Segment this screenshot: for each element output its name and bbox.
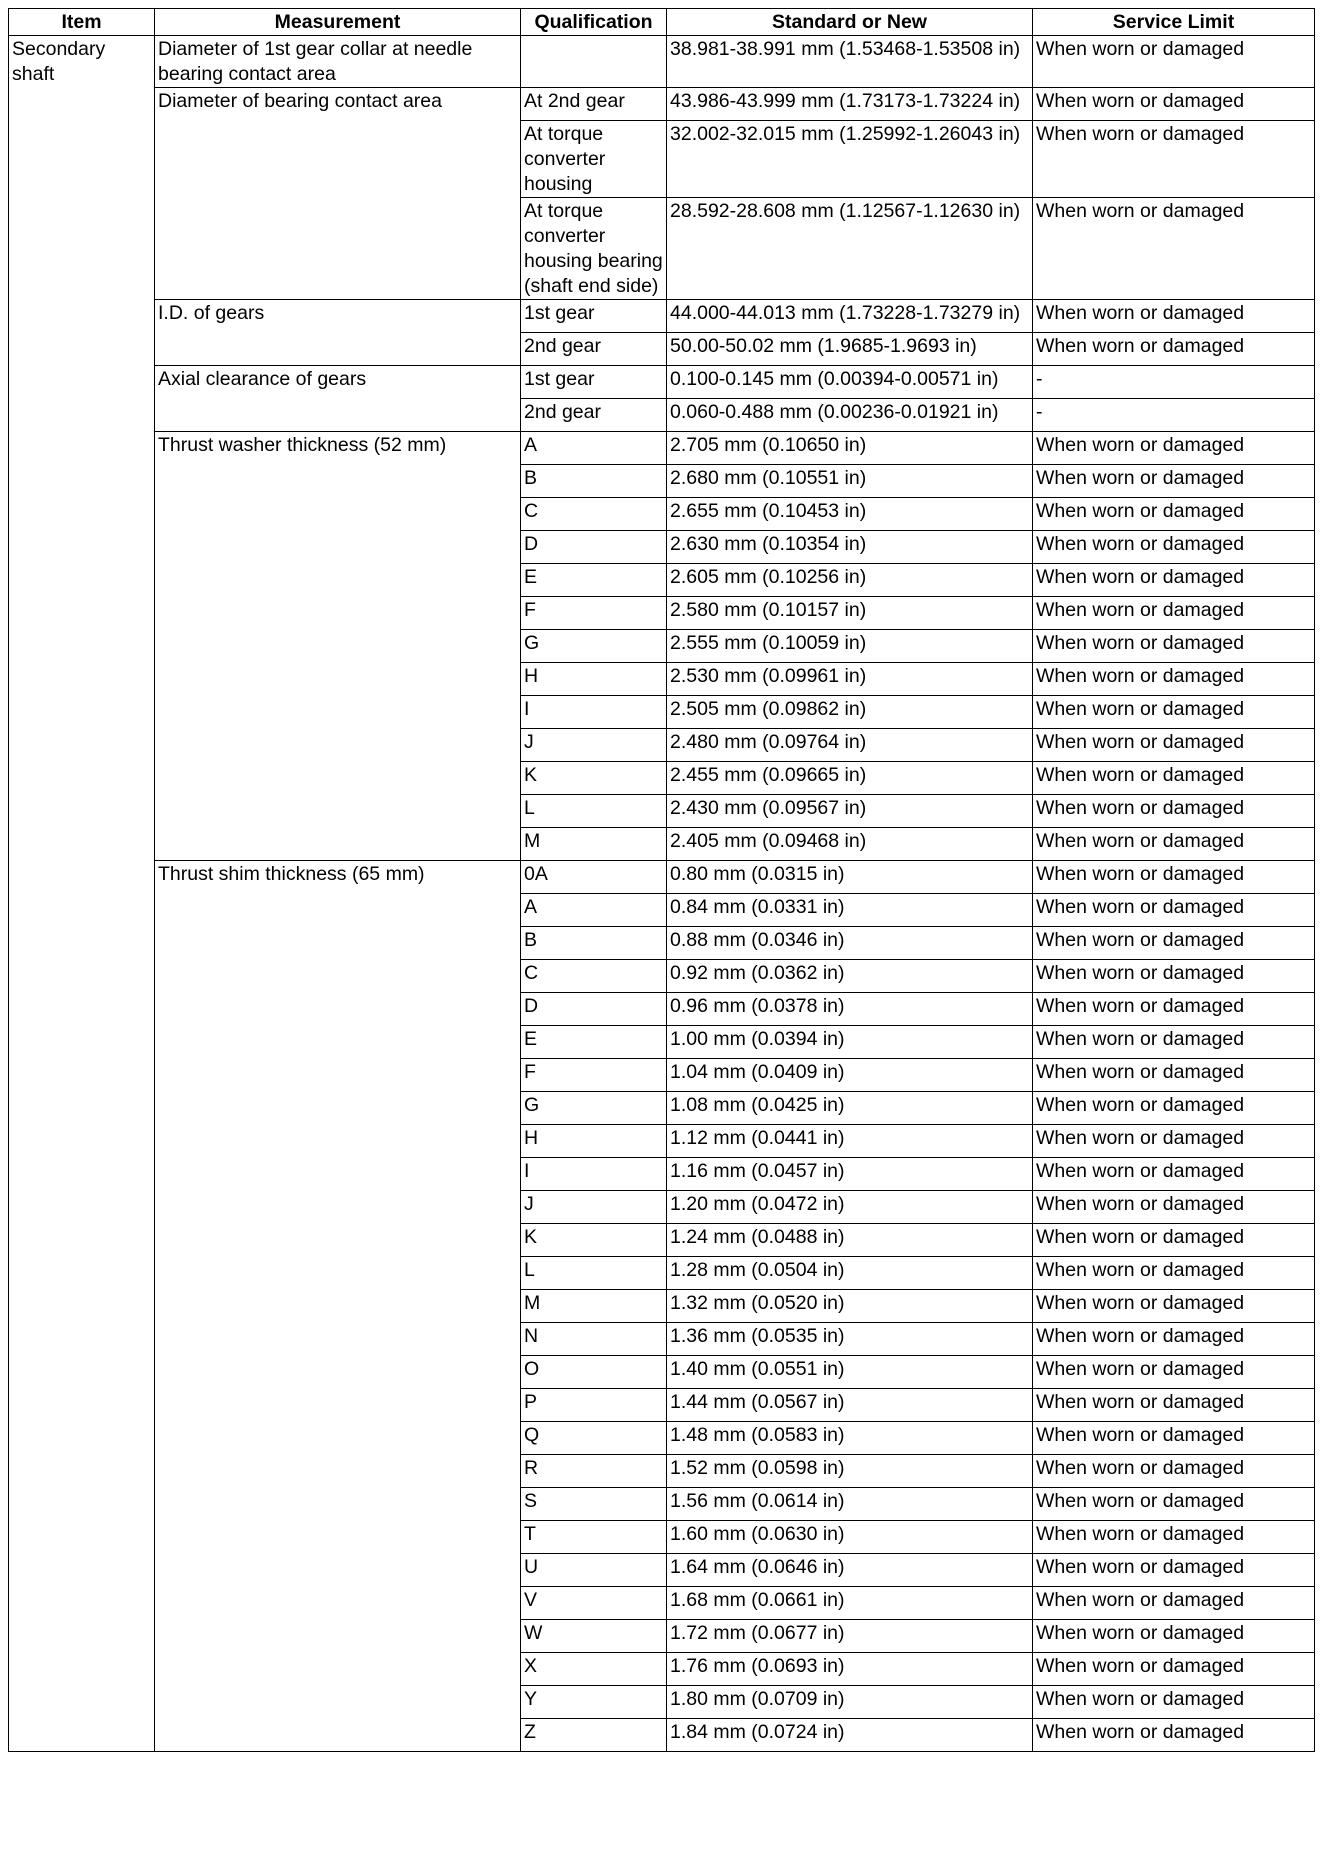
qualification-cell: Q (521, 1422, 667, 1455)
service-limit-cell: When worn or damaged (1033, 36, 1315, 88)
qualification-cell: D (521, 531, 667, 564)
qualification-cell: G (521, 1092, 667, 1125)
service-limit-cell: When worn or damaged (1033, 696, 1315, 729)
standard-cell: 0.84 mm (0.0331 in) (667, 894, 1033, 927)
standard-cell: 1.00 mm (0.0394 in) (667, 1026, 1033, 1059)
standard-cell: 50.00-50.02 mm (1.9685-1.9693 in) (667, 333, 1033, 366)
service-limit-cell: When worn or damaged (1033, 630, 1315, 663)
qualification-cell: T (521, 1521, 667, 1554)
qualification-cell: K (521, 762, 667, 795)
header-service-limit: Service Limit (1033, 9, 1315, 36)
standard-cell: 2.555 mm (0.10059 in) (667, 630, 1033, 663)
standard-cell: 2.455 mm (0.09665 in) (667, 762, 1033, 795)
standard-cell: 2.480 mm (0.09764 in) (667, 729, 1033, 762)
standard-cell: 2.705 mm (0.10650 in) (667, 432, 1033, 465)
qualification-cell: V (521, 1587, 667, 1620)
standard-cell: 32.002-32.015 mm (1.25992-1.26043 in) (667, 121, 1033, 198)
service-limit-cell: When worn or damaged (1033, 1620, 1315, 1653)
standard-cell: 1.12 mm (0.0441 in) (667, 1125, 1033, 1158)
qualification-cell: M (521, 1290, 667, 1323)
qualification-cell: F (521, 1059, 667, 1092)
qualification-cell: 2nd gear (521, 399, 667, 432)
qualification-cell: J (521, 1191, 667, 1224)
service-limit-cell: When worn or damaged (1033, 564, 1315, 597)
service-limit-cell: When worn or damaged (1033, 1158, 1315, 1191)
service-limit-cell: - (1033, 366, 1315, 399)
standard-cell: 1.36 mm (0.0535 in) (667, 1323, 1033, 1356)
standard-cell: 2.405 mm (0.09468 in) (667, 828, 1033, 861)
service-limit-cell: When worn or damaged (1033, 1521, 1315, 1554)
qualification-cell: E (521, 564, 667, 597)
qualification-cell: 1st gear (521, 366, 667, 399)
table-row (9, 36, 1315, 88)
qualification-cell (521, 36, 667, 88)
measurement-cell: I.D. of gears (155, 300, 521, 366)
table-row (9, 300, 1315, 333)
standard-cell: 38.981-38.991 mm (1.53468-1.53508 in) (667, 36, 1033, 88)
service-limit-cell: When worn or damaged (1033, 1488, 1315, 1521)
qualification-cell: S (521, 1488, 667, 1521)
service-limit-cell: When worn or damaged (1033, 1224, 1315, 1257)
service-limit-cell: When worn or damaged (1033, 1587, 1315, 1620)
standard-cell: 1.48 mm (0.0583 in) (667, 1422, 1033, 1455)
standard-cell: 1.84 mm (0.0724 in) (667, 1719, 1033, 1752)
qualification-cell: M (521, 828, 667, 861)
standard-cell: 1.64 mm (0.0646 in) (667, 1554, 1033, 1587)
qualification-cell: L (521, 795, 667, 828)
measurement-cell: Thrust washer thickness (52 mm) (155, 432, 521, 861)
standard-cell: 1.28 mm (0.0504 in) (667, 1257, 1033, 1290)
standard-cell: 2.655 mm (0.10453 in) (667, 498, 1033, 531)
standard-cell: 2.505 mm (0.09862 in) (667, 696, 1033, 729)
qualification-cell: L (521, 1257, 667, 1290)
standard-cell: 43.986-43.999 mm (1.73173-1.73224 in) (667, 88, 1033, 121)
standard-cell: 1.16 mm (0.0457 in) (667, 1158, 1033, 1191)
service-limit-cell: When worn or damaged (1033, 1125, 1315, 1158)
standard-cell: 1.72 mm (0.0677 in) (667, 1620, 1033, 1653)
qualification-cell: I (521, 1158, 667, 1191)
qualification-cell: P (521, 1389, 667, 1422)
service-limit-cell: When worn or damaged (1033, 1290, 1315, 1323)
service-limit-cell: When worn or damaged (1033, 894, 1315, 927)
item-cell: Secondary shaft (9, 36, 155, 1752)
qualification-cell: 2nd gear (521, 333, 667, 366)
standard-cell: 0.060-0.488 mm (0.00236-0.01921 in) (667, 399, 1033, 432)
standard-cell: 1.68 mm (0.0661 in) (667, 1587, 1033, 1620)
service-limit-cell: When worn or damaged (1033, 1356, 1315, 1389)
qualification-cell: J (521, 729, 667, 762)
service-limit-cell: When worn or damaged (1033, 1323, 1315, 1356)
header-standard: Standard or New (667, 9, 1033, 36)
qualification-cell: U (521, 1554, 667, 1587)
qualification-cell: R (521, 1455, 667, 1488)
standard-cell: 1.76 mm (0.0693 in) (667, 1653, 1033, 1686)
standard-cell: 2.430 mm (0.09567 in) (667, 795, 1033, 828)
standard-cell: 1.56 mm (0.0614 in) (667, 1488, 1033, 1521)
service-limit-cell: When worn or damaged (1033, 1026, 1315, 1059)
standard-cell: 0.100-0.145 mm (0.00394-0.00571 in) (667, 366, 1033, 399)
service-limit-cell: When worn or damaged (1033, 333, 1315, 366)
standard-cell: 1.60 mm (0.0630 in) (667, 1521, 1033, 1554)
service-limit-cell: When worn or damaged (1033, 1422, 1315, 1455)
qualification-cell: At torque converter housing bearing (shaft end side) (521, 198, 667, 300)
service-limit-cell: When worn or damaged (1033, 1653, 1315, 1686)
service-limit-cell: When worn or damaged (1033, 1455, 1315, 1488)
qualification-cell: H (521, 663, 667, 696)
qualification-cell: A (521, 894, 667, 927)
standard-cell: 2.530 mm (0.09961 in) (667, 663, 1033, 696)
standard-cell: 0.92 mm (0.0362 in) (667, 960, 1033, 993)
qualification-cell: 1st gear (521, 300, 667, 333)
service-limit-cell: When worn or damaged (1033, 663, 1315, 696)
service-limit-cell: When worn or damaged (1033, 1389, 1315, 1422)
service-limit-cell: When worn or damaged (1033, 1059, 1315, 1092)
standard-cell: 2.580 mm (0.10157 in) (667, 597, 1033, 630)
standard-cell: 28.592-28.608 mm (1.12567-1.12630 in) (667, 198, 1033, 300)
service-limit-cell: When worn or damaged (1033, 88, 1315, 121)
qualification-cell: Z (521, 1719, 667, 1752)
service-limit-cell: When worn or damaged (1033, 121, 1315, 198)
spec-table (8, 8, 1315, 1752)
service-limit-cell: When worn or damaged (1033, 729, 1315, 762)
qualification-cell: At torque converter housing (521, 121, 667, 198)
qualification-cell: A (521, 432, 667, 465)
standard-cell: 0.80 mm (0.0315 in) (667, 861, 1033, 894)
qualification-cell: E (521, 1026, 667, 1059)
table-row (9, 366, 1315, 399)
measurement-cell: Diameter of bearing contact area (155, 88, 521, 300)
standard-cell: 1.20 mm (0.0472 in) (667, 1191, 1033, 1224)
qualification-cell: D (521, 993, 667, 1026)
service-limit-cell: When worn or damaged (1033, 300, 1315, 333)
spec-table-container (8, 8, 1314, 1752)
qualification-cell: W (521, 1620, 667, 1653)
service-limit-cell: When worn or damaged (1033, 1191, 1315, 1224)
service-limit-cell: When worn or damaged (1033, 1686, 1315, 1719)
qualification-cell: I (521, 696, 667, 729)
service-limit-cell: When worn or damaged (1033, 993, 1315, 1026)
table-row (9, 88, 1315, 121)
qualification-cell: F (521, 597, 667, 630)
service-limit-cell: When worn or damaged (1033, 531, 1315, 564)
standard-cell: 2.630 mm (0.10354 in) (667, 531, 1033, 564)
standard-cell: 0.96 mm (0.0378 in) (667, 993, 1033, 1026)
standard-cell: 1.04 mm (0.0409 in) (667, 1059, 1033, 1092)
table-row (9, 861, 1315, 894)
standard-cell: 1.80 mm (0.0709 in) (667, 1686, 1033, 1719)
standard-cell: 0.88 mm (0.0346 in) (667, 927, 1033, 960)
header-qualification: Qualification (521, 9, 667, 36)
service-limit-cell: When worn or damaged (1033, 1554, 1315, 1587)
measurement-cell: Axial clearance of gears (155, 366, 521, 432)
header-measurement: Measurement (155, 9, 521, 36)
standard-cell: 1.40 mm (0.0551 in) (667, 1356, 1033, 1389)
qualification-cell: B (521, 465, 667, 498)
qualification-cell: G (521, 630, 667, 663)
standard-cell: 2.605 mm (0.10256 in) (667, 564, 1033, 597)
standard-cell: 44.000-44.013 mm (1.73228-1.73279 in) (667, 300, 1033, 333)
qualification-cell: Y (521, 1686, 667, 1719)
service-limit-cell: - (1033, 399, 1315, 432)
service-limit-cell: When worn or damaged (1033, 198, 1315, 300)
service-limit-cell: When worn or damaged (1033, 465, 1315, 498)
service-limit-cell: When worn or damaged (1033, 828, 1315, 861)
service-limit-cell: When worn or damaged (1033, 1092, 1315, 1125)
qualification-cell: B (521, 927, 667, 960)
qualification-cell: K (521, 1224, 667, 1257)
qualification-cell: N (521, 1323, 667, 1356)
qualification-cell: C (521, 498, 667, 531)
service-limit-cell: When worn or damaged (1033, 927, 1315, 960)
qualification-cell: X (521, 1653, 667, 1686)
standard-cell: 1.08 mm (0.0425 in) (667, 1092, 1033, 1125)
measurement-cell: Diameter of 1st gear collar at needle bearing contact area (155, 36, 521, 88)
standard-cell: 1.52 mm (0.0598 in) (667, 1455, 1033, 1488)
spec-table-body (9, 36, 1315, 1752)
service-limit-cell: When worn or damaged (1033, 960, 1315, 993)
service-limit-cell: When worn or damaged (1033, 1719, 1315, 1752)
service-limit-cell: When worn or damaged (1033, 432, 1315, 465)
qualification-cell: At 2nd gear (521, 88, 667, 121)
standard-cell: 2.680 mm (0.10551 in) (667, 465, 1033, 498)
standard-cell: 1.24 mm (0.0488 in) (667, 1224, 1033, 1257)
service-limit-cell: When worn or damaged (1033, 498, 1315, 531)
service-limit-cell: When worn or damaged (1033, 762, 1315, 795)
qualification-cell: C (521, 960, 667, 993)
service-limit-cell: When worn or damaged (1033, 795, 1315, 828)
table-row (9, 432, 1315, 465)
service-limit-cell: When worn or damaged (1033, 1257, 1315, 1290)
qualification-cell: 0A (521, 861, 667, 894)
qualification-cell: O (521, 1356, 667, 1389)
qualification-cell: H (521, 1125, 667, 1158)
measurement-cell: Thrust shim thickness (65 mm) (155, 861, 521, 1752)
service-limit-cell: When worn or damaged (1033, 861, 1315, 894)
header-item: Item (9, 9, 155, 36)
standard-cell: 1.32 mm (0.0520 in) (667, 1290, 1033, 1323)
service-limit-cell: When worn or damaged (1033, 597, 1315, 630)
header-row (9, 9, 1315, 36)
standard-cell: 1.44 mm (0.0567 in) (667, 1389, 1033, 1422)
